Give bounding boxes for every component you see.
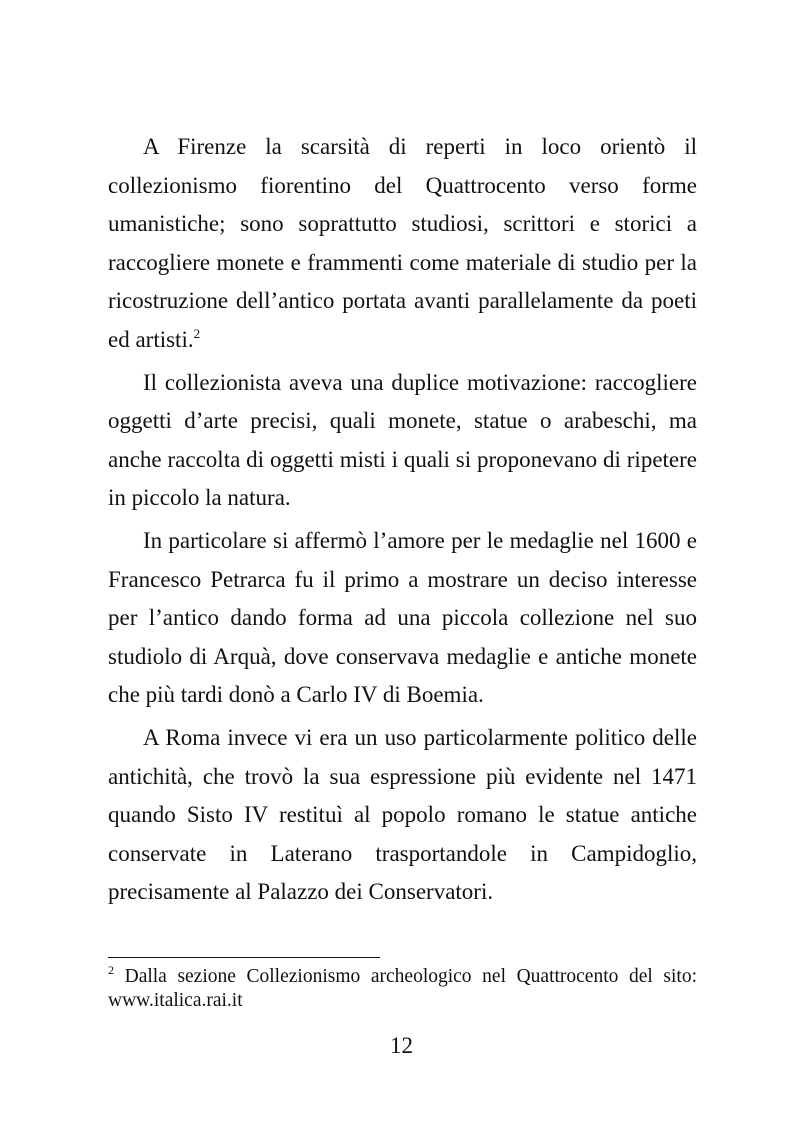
body-text [108,128,697,916]
footnote-mark: 2 [108,963,114,977]
paragraph-rome [108,719,697,912]
footnote-reference[interactable]: 2 [193,325,201,341]
paragraph-text: In particolare si affermò l’amore per le medaglie nel 1600 e Francesco Petrarca fu il primo a mostrare un deciso interesse per l’antico dando forma ad una piccola collezione nel suo studiolo di Arquà, dove conservava medaglie e antiche monete che più tardi donò a Carlo IV di Boemia. [108,527,697,708]
paragraph-collector-motivation [108,364,697,518]
paragraph-medals-petrarca [108,522,697,715]
paragraph-text: A Firenze la scarsità di reperti in loco orientò il collezionismo fiorentino del Quattrocento verso forme umanistiche; sono soprattutto studiosi, scrittori e storici a raccogliere monete e frammenti come materiale di studio per la ricostruzione dell’antico portata avanti parallelamente da poeti ed artisti. [108,134,697,352]
paragraph-text: A Roma invece vi era un uso particolarmente politico delle antichità, che trovò la sua espressione più evidente nel 1471 quando Sisto IV restituì al popolo romano le statue antiche conservate in Laterano trasportandole in Campidoglio, precisamente al Palazzo dei Conservatori. [108,724,697,905]
footnote-separator [108,957,380,958]
paragraph-text: Il collezionista aveva una duplice motivazione: raccogliere oggetti d’arte precisi, quali monete, statue o arabeschi, ma anche raccolta di oggetti misti i quali si proponevano di ripetere in piccolo la natura. [108,369,697,511]
page-number: 12 [390,1033,413,1058]
paragraph-florence [108,128,697,360]
footnote [108,965,697,1013]
footnote-text: Dalla sezione Collezionismo archeologico nel Quattrocento del sito: www.italica.rai.it [108,966,697,1011]
